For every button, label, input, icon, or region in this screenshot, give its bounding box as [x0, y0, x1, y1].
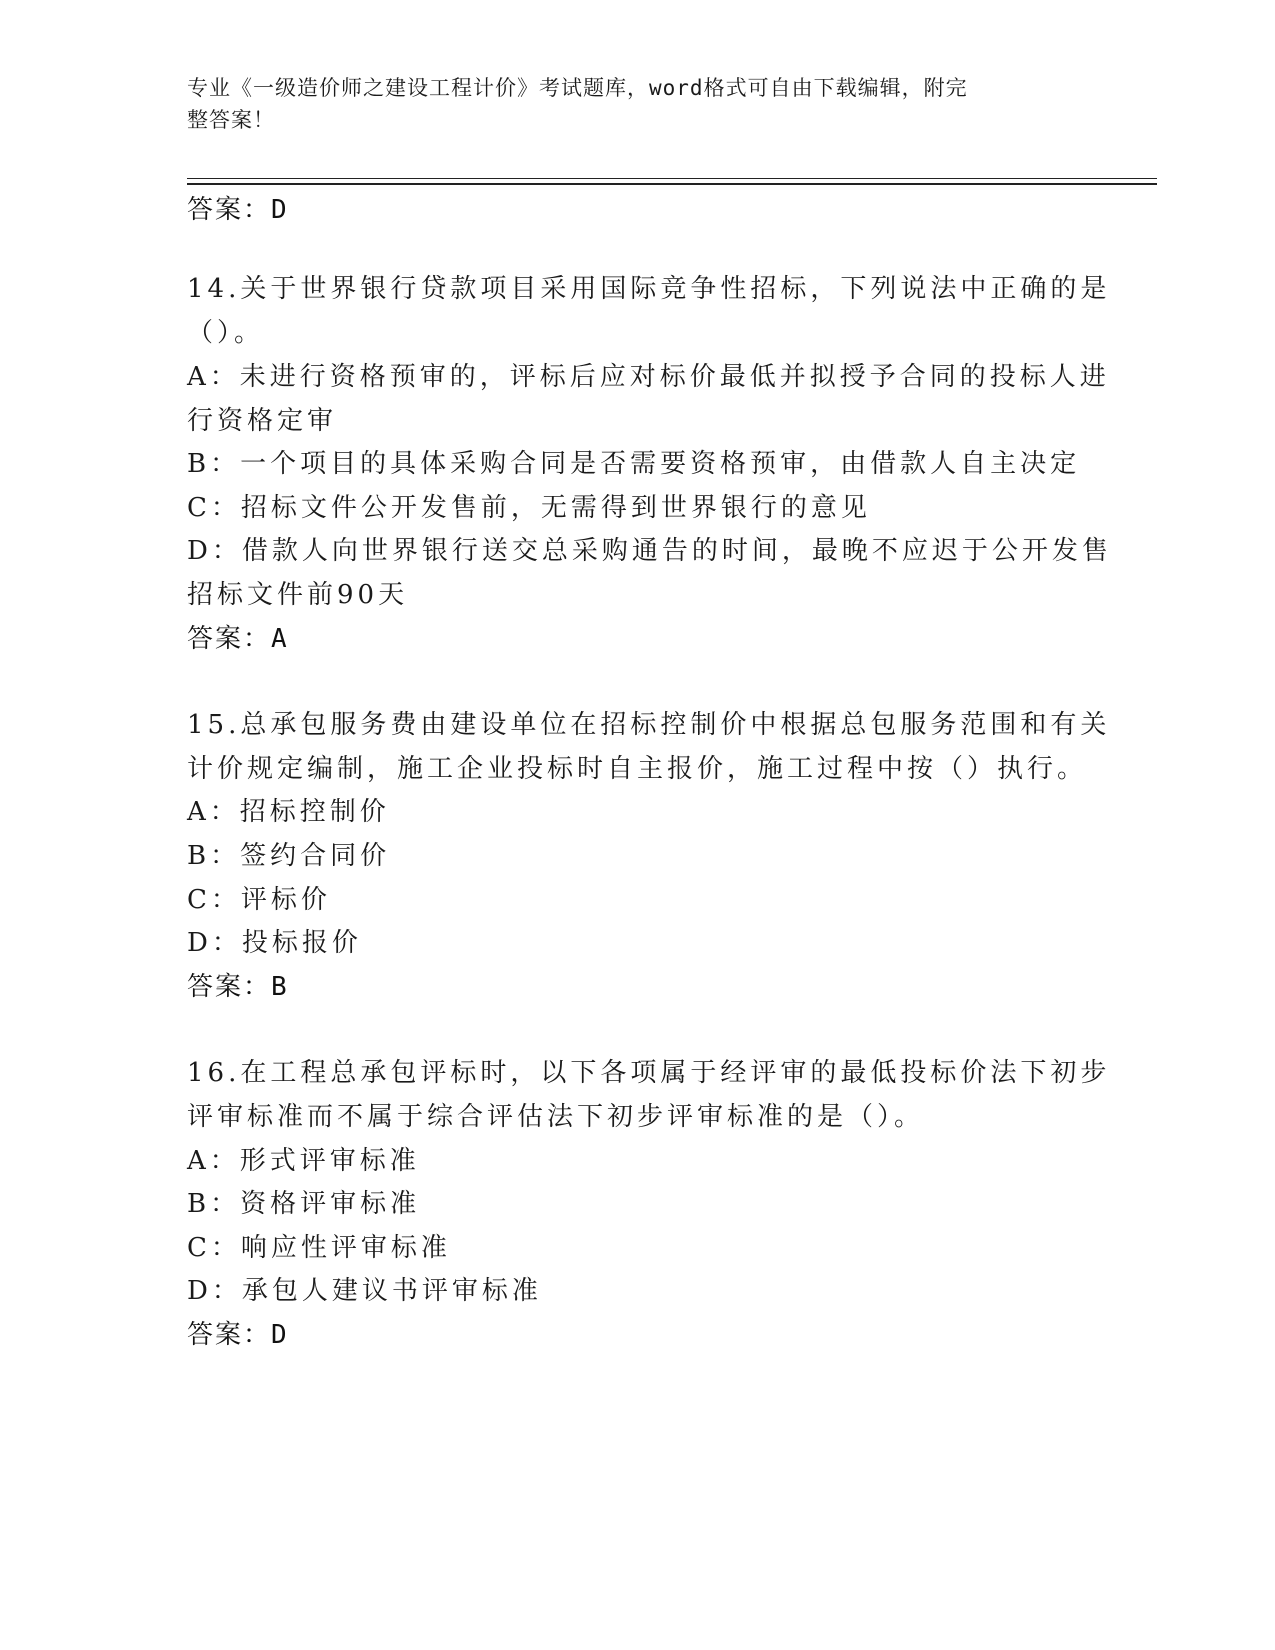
option-line: C：评标价: [187, 885, 331, 915]
option-line: B：资格评审标准: [187, 1189, 421, 1219]
answer-line: [187, 1312, 289, 1358]
answer-line: [187, 616, 289, 662]
answer-label: 答案：: [187, 1320, 272, 1350]
answer-label: 答案：: [187, 972, 272, 1002]
option-line: C：招标文件公开发售前，无需得到世界银行的意见: [187, 493, 871, 523]
header-rule-thick: [187, 183, 1157, 185]
answer-line: [187, 964, 289, 1010]
answer-key: D: [271, 1320, 289, 1350]
header-rule-thin: [187, 178, 1157, 179]
question-stem-line: 16.在工程总承包评标时，以下各项属于经评审的最低投标价法下初步: [187, 1058, 1111, 1088]
answer-key: B: [271, 972, 289, 1002]
option-line: A：未进行资格预审的，评标后应对标价最低并拟授予合同的投标人进: [187, 362, 1110, 392]
answer-label: 答案：: [187, 195, 272, 225]
header-line-1: 专业《一级造价师之建设工程计价》考试题库，word格式可自由下载编辑，附完: [187, 76, 968, 100]
answer-label: 答案：: [187, 624, 272, 654]
option-line: D：借款人向世界银行送交总采购通告的时间，最晚不应迟于公开发售: [187, 536, 1112, 566]
option-line: A：形式评审标准: [187, 1146, 420, 1176]
option-line: 行资格定审: [187, 406, 338, 436]
option-line: C：响应性评审标准: [187, 1233, 451, 1263]
question-stem-line: （）。: [187, 318, 265, 348]
page-header: [187, 72, 1067, 136]
option-line: A：招标控制价: [187, 797, 390, 827]
question-stem-line: 计价规定编制，施工企业投标时自主报价，施工过程中按（）执行。: [187, 754, 1088, 784]
option-line: D：承包人建议书评审标准: [187, 1276, 542, 1306]
option-line: D：投标报价: [187, 928, 362, 958]
option-line: 招标文件前90天: [187, 580, 409, 610]
question-stem-line: 评审标准而不属于综合评估法下初步评审标准的是（）。: [187, 1102, 925, 1132]
header-line-2: 整答案！: [187, 108, 275, 132]
question-stem-line: 14.关于世界银行贷款项目采用国际竞争性招标，下列说法中正确的是: [187, 274, 1111, 304]
answer-line: [187, 187, 289, 233]
option-line: B：签约合同价: [187, 841, 391, 871]
document-page: [187, 0, 1157, 1650]
option-line: B：一个项目的具体采购合同是否需要资格预审，由借款人自主决定: [187, 449, 1081, 479]
answer-key: D: [271, 195, 289, 225]
answer-key: A: [271, 624, 289, 654]
question-stem-line: 15.总承包服务费由建设单位在招标控制价中根据总包服务范围和有关: [187, 710, 1111, 740]
